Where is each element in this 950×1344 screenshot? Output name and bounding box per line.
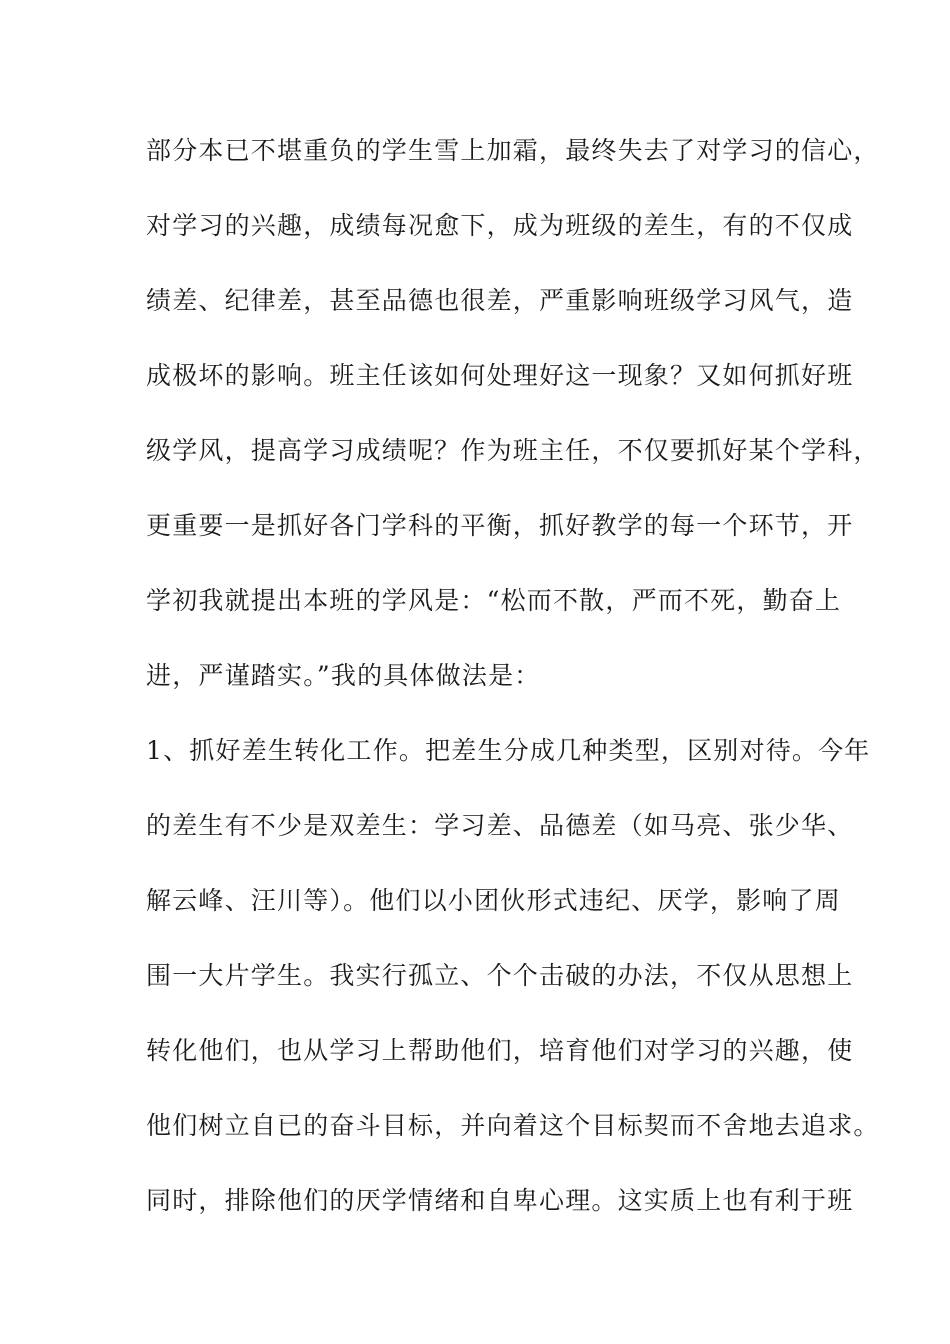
- paragraph-line: 的差生有不少是双差生：学习差、品德差（如马亮、张少华、: [146, 811, 854, 840]
- paragraph-line: 围一大片学生。我实行孤立、个个击破的办法，不仅从思想上: [146, 961, 854, 990]
- paragraph-line: 他们树立自已的奋斗目标，并向着这个目标契而不舍地去追求。: [146, 1111, 880, 1140]
- paragraph-line: 解云峰、汪川等）。他们以小团伙形式违纪、厌学，影响了周: [146, 886, 841, 915]
- paragraph-line: 成极坏的影响。班主任该如何处理好这一现象？又如何抓好班: [146, 361, 854, 390]
- paragraph-line: 部分本已不堪重负的学生雪上加霜，最终失去了对学习的信心，: [146, 136, 880, 165]
- paragraph-line: 进，严谨踏实。”我的具体做法是：: [146, 661, 541, 690]
- paragraph-line: 对学习的兴趣，成绩每况愈下，成为班级的差生，有的不仅成: [146, 211, 854, 240]
- list-item-line: 1、抓好差生转化工作。把差生分成几种类型，区别对待。今年: [146, 736, 871, 765]
- paragraph-line: 同时，排除他们的厌学情绪和自卑心理。这实质上也有利于班: [146, 1186, 854, 1215]
- paragraph-line: 转化他们，也从学习上帮助他们，培育他们对学习的兴趣，使: [146, 1036, 854, 1065]
- paragraph-line: 更重要一是抓好各门学科的平衡，抓好教学的每一个环节，开: [146, 511, 854, 540]
- paragraph-line: 绩差、纪律差，甚至品德也很差，严重影响班级学习风气，造: [146, 286, 854, 315]
- paragraph-line: 级学风，提高学习成绩呢？作为班主任，不仅要抓好某个学科，: [146, 436, 880, 465]
- paragraph-line: 学初我就提出本班的学风是：“松而不散，严而不死，勤奋上: [146, 586, 842, 615]
